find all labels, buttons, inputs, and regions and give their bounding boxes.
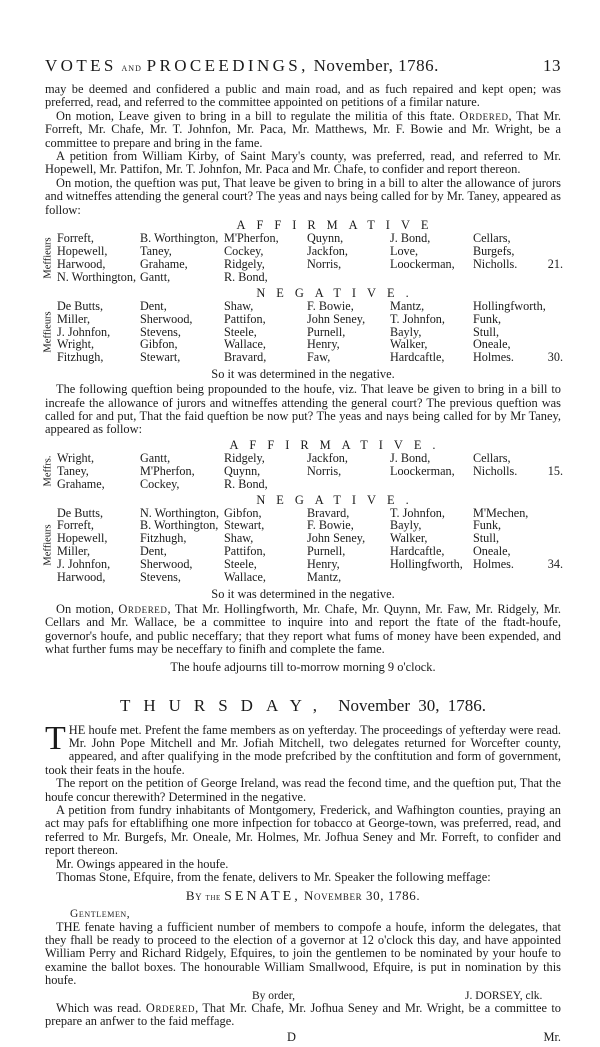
member-name: Sherwood,: [140, 557, 193, 572]
member-name: M'Pherfon,: [140, 463, 195, 478]
member-name: Shaw,: [224, 531, 254, 546]
member-name: Wright,: [57, 337, 95, 352]
paragraph-text: The following queftion being propounded to the houfe, viz. That leave be given to bring in a bill to increafe the allowance of jurors and witneffes attending the general court? The previous queftion was called for and put, That the faid queftion be now put? The yeas and nays being called for by Mr Taney, appeared as follow:: [45, 382, 561, 437]
member-name: Love,: [390, 243, 419, 258]
salutation: Gentlemen,: [70, 907, 131, 920]
negative-heading: NEGATIVE.: [256, 285, 420, 300]
member-name: Harwood,: [57, 570, 106, 585]
member-name: Purnell,: [307, 544, 346, 559]
member-name: J. Bond,: [390, 450, 431, 465]
affirmative-votes-table: [42, 231, 563, 284]
member-name: Norris,: [307, 256, 342, 271]
member-name: Bayly,: [390, 324, 422, 339]
member-name: [307, 271, 390, 284]
member-name: J. Johnfon,: [57, 557, 111, 572]
messieurs-label: Meffieurs: [42, 237, 54, 279]
member-name: Holmes.: [473, 350, 514, 365]
negative-heading: NEGATIVE.: [256, 492, 420, 507]
member-name: T. Johnfon,: [390, 505, 445, 520]
member-name: Stull,: [473, 324, 500, 339]
senate-heading: [45, 888, 561, 905]
member-name: Cellars,: [473, 450, 511, 465]
member-name: J. Johnfon,: [57, 324, 111, 339]
vote-row: [57, 271, 561, 284]
vote-count: [543, 478, 563, 491]
member-name: J. Bond,: [390, 231, 431, 246]
member-name: Norris,: [307, 463, 342, 478]
member-name: Burgefs,: [473, 243, 515, 258]
paragraph-text: On motion, Leave given to bring in a bill to regulate the militia of this ftate.: [56, 108, 460, 123]
member-name: Walker,: [390, 337, 428, 352]
member-name: Miller,: [57, 544, 91, 559]
member-name: R. Bond,: [224, 476, 268, 491]
vote-row: [57, 258, 561, 271]
paragraph: [45, 804, 561, 858]
member-name: [473, 571, 543, 584]
vote-result: So it was determined in the negative.: [211, 587, 395, 601]
paragraph-text: may be deemed and confidered a public and main road, and as fuch repaired and kept open; was preferred, read, and referred to the committee appointed on petitions of a fimilar nature.: [45, 82, 561, 110]
member-name: Loockerman,: [390, 256, 455, 271]
paragraph: [45, 777, 561, 804]
page-footer: [45, 1030, 561, 1045]
member-name: Purnell,: [307, 324, 346, 339]
vote-row: [57, 300, 561, 313]
messieurs-label: Meffieurs: [42, 524, 54, 566]
member-name: Cockey,: [224, 243, 264, 258]
vote-row: [57, 465, 561, 478]
vote-count: 21.: [547, 256, 563, 271]
member-name: Steele,: [224, 324, 257, 339]
member-name: [390, 271, 473, 284]
negative-votes-table: [42, 505, 563, 585]
thursday-paragraphs: [45, 777, 561, 884]
member-name: Quynn,: [224, 463, 261, 478]
clerk-signature: J. DORSEY, clk.: [464, 989, 543, 1002]
document-page: [42, 56, 563, 1045]
vote-count: [543, 326, 563, 339]
member-name: Hollingfworth,: [473, 298, 546, 313]
member-name: [390, 478, 473, 491]
messieurs-label: Meffieurs: [42, 311, 54, 353]
by-order: By order,: [252, 989, 295, 1002]
header-date: November, 1786.: [313, 56, 439, 75]
closing-paragraph: [45, 1002, 561, 1029]
member-name: [473, 478, 543, 491]
vote-row: [57, 245, 561, 258]
member-name: Hardcaftle,: [390, 544, 445, 559]
member-name: Hardcaftle,: [390, 350, 445, 365]
running-header: [45, 56, 561, 76]
day-heading: [45, 696, 561, 716]
paragraph: [45, 921, 561, 988]
paragraph-text: , That Mr. Forreft, Mr. Chafe, Mr. T. Johnfon, Mr. Paca, Mr. Matthews, Mr. F. Bowie and Mr. Wright, be a committee to prepare and bring in the fame.: [45, 108, 561, 150]
member-name: [307, 478, 390, 491]
member-name: Dent,: [140, 544, 167, 559]
member-name: Wallace,: [224, 570, 266, 585]
member-name: N. Worthington,: [140, 505, 220, 520]
member-name: Bayly,: [390, 518, 422, 533]
member-name: N. Worthington,: [57, 269, 137, 284]
member-name: Forreft,: [57, 518, 94, 533]
paragraph-text: , That Mr. Hollingfworth, Mr. Chafe, Mr. Quynn, Mr. Faw, Mr. Ridgely, Mr. Cellars and Mr. Wallace, be a committee to inquire into and report the ftate of the ftadt-houfe, governor's houfe, and public neceffary; that they report what fums of money have been expended, and what further fums may be neceffary to finifh and complete the fame.: [45, 602, 561, 657]
member-name: B. Worthington,: [140, 518, 219, 533]
vote-record-2: [42, 437, 563, 601]
member-name: Gantt,: [140, 269, 171, 284]
member-name: Loockerman,: [390, 463, 455, 478]
member-name: De Butts,: [57, 505, 104, 520]
paragraph-text: Mr. Owings appeared in the houfe.: [56, 856, 229, 871]
member-name: Forreft,: [57, 231, 94, 246]
paragraph-text: On motion, the queftion was put, That leave be given to bring in a bill to alter the allowance of jurors and witneffes attending the general court? The yeas and nays being called for by Mr. Taney, appeared as follow:: [45, 175, 561, 217]
member-name: Cellars,: [473, 231, 511, 246]
member-name: Henry,: [307, 337, 340, 352]
ordered-keyword: Ordered: [118, 602, 168, 616]
header-proceedings: PROCEEDINGS,: [146, 56, 309, 75]
thursday-opening: [45, 719, 561, 778]
paragraph-text: Which was read.: [56, 1000, 146, 1015]
member-name: Taney,: [140, 243, 172, 258]
paragraph-text: Thomas Stone, Efquire, from the fenate, delivers to Mr. Speaker the following meffage:: [56, 870, 491, 885]
member-name: F. Bowie,: [307, 518, 354, 533]
member-name: Nicholls.: [473, 256, 518, 271]
vote-record-1: [42, 218, 563, 382]
vote-count: [543, 245, 563, 258]
member-name: M'Mechen,: [473, 505, 529, 520]
affirmative-heading: AFFIRMATIVE.: [229, 437, 447, 452]
member-name: T. Johnfon,: [390, 311, 445, 326]
member-name: Stewart,: [224, 518, 265, 533]
paragraph: [45, 1002, 561, 1029]
member-name: Holmes.: [473, 557, 514, 572]
catchword: Mr.: [543, 1030, 561, 1045]
vote-result: So it was determined in the negative.: [211, 367, 395, 382]
member-name: Gibfon,: [140, 337, 178, 352]
member-name: M'Pherfon,: [224, 231, 279, 246]
vote-count: [543, 232, 563, 245]
paragraph: [45, 603, 561, 657]
vote-count: [543, 507, 563, 520]
member-name: Nicholls.: [473, 463, 518, 478]
member-name: Jackfon,: [307, 243, 348, 258]
vote-count: [543, 452, 563, 465]
ordered-paragraph: [45, 603, 561, 657]
ordered-keyword: Ordered: [459, 108, 509, 123]
member-name: Walker,: [390, 531, 428, 546]
drop-cap: T: [45, 719, 66, 757]
member-name: Oneale,: [473, 544, 511, 559]
member-name: Wright,: [57, 450, 95, 465]
affirmative-votes-table: [42, 450, 563, 491]
mid-paragraph: [45, 383, 561, 437]
ordered-keyword: Ordered: [145, 1000, 196, 1015]
negative-votes-table: [42, 298, 563, 365]
member-name: De Butts,: [57, 298, 104, 313]
paragraph-text: A petition from William Kirby, of Saint Mary's county, was preferred, read, and referred to Mr. Hopewell, Mr. Pattifon, Mr. T. Johnfon, Mr. Paca and Mr. Chafe, to confider and report thereon.: [45, 149, 561, 177]
vote-count: [543, 271, 563, 284]
member-name: Ridgely,: [224, 256, 265, 271]
vote-count: 30.: [547, 350, 563, 365]
member-name: John Seney,: [307, 311, 366, 326]
member-name: Mantz,: [307, 570, 342, 585]
member-name: Henry,: [307, 557, 340, 572]
member-name: Taney,: [57, 463, 89, 478]
member-name: Funk,: [473, 518, 502, 533]
opening-text: HE houfe met. Prefent the fame members as on yefterday. The proceedings of yefterday were read. Mr. John Pope Mitchell and Mr. Jofiah Mitchell, two delegates returned for Worcefter county, appeared, and after qualifying in the mode prefcribed by the conftitution and form of government, took their feats in the houfe.: [45, 722, 561, 777]
member-name: Grahame,: [140, 256, 188, 271]
header-and: and: [121, 62, 142, 74]
header-votes: VOTES: [45, 56, 117, 75]
paragraph-text: The report on the petition of George Ireland, was read the fecond time, and the queftion put, That the houfe concur therewith? Determined in the negative.: [45, 776, 561, 804]
vote-count: [543, 300, 563, 313]
vote-row: [57, 571, 561, 584]
signature-mark: D: [287, 1030, 296, 1045]
member-name: Dent,: [140, 298, 167, 313]
member-name: Cockey,: [140, 476, 180, 491]
paragraph-text: A petition from fundry inhabitants of Montgomery, Frederick, and Wafhington counties, praying an act may pafs for eftablifhing one more infpection for tobacco at George-town, was preferred, read, and referred to Mr. Burgefs, Mr. Oneale, Mr. Holmes, Mr. Jofhua Seney and Mr. Forreft, to confider and report thereon.: [45, 803, 561, 858]
senate-by: By: [185, 887, 203, 903]
member-name: Shaw,: [224, 298, 254, 313]
member-name: R. Bond,: [224, 269, 268, 284]
member-name: Grahame,: [57, 476, 105, 491]
member-name: Wallace,: [224, 337, 266, 352]
day-name: THURSDAY,: [119, 695, 331, 715]
member-name: Stevens,: [140, 570, 181, 585]
member-name: Quynn,: [307, 231, 344, 246]
member-name: Hopewell,: [57, 531, 108, 546]
member-name: Pattifon,: [224, 311, 266, 326]
paragraph-text: , That Mr. Chafe, Mr. Jofhua Seney and Mr. Wright, be a committee to prepare an anfwer to the faid meffage.: [45, 1000, 561, 1028]
member-name: Steele,: [224, 557, 257, 572]
member-name: Fitzhugh,: [140, 531, 187, 546]
member-name: Gantt,: [140, 450, 171, 465]
paragraph-text: On motion,: [56, 602, 119, 616]
member-name: Stewart,: [140, 350, 181, 365]
member-name: B. Worthington,: [140, 231, 219, 246]
affirmative-heading: AFFIRMATIVE: [236, 218, 440, 233]
paragraph: [45, 177, 561, 217]
member-name: Bravard,: [224, 350, 267, 365]
vote-row: [57, 351, 561, 364]
member-name: Mantz,: [390, 298, 425, 313]
vote-count: [543, 532, 563, 545]
member-name: Sherwood,: [140, 311, 193, 326]
vote-count: [543, 571, 563, 584]
member-name: [390, 571, 473, 584]
vote-count: 15.: [547, 463, 563, 478]
paragraph-text: THE fenate having a fufficient number of members to compofe a houfe, inform the delegates, that they fhall be ready to proceed to the election of a governor at 12 o'clock this day, and have appointed William Perry and Richard Ridgely, Efquires, to join the gentlemen to be nominated by your houfe to examine the ballot boxes. The honourable William Smallwood, Efquire, is put in nomination by this houfe.: [45, 919, 561, 988]
day-date: November 30, 1786.: [338, 695, 487, 715]
vote-row: [57, 452, 561, 465]
member-name: Harwood,: [57, 256, 106, 271]
messieurs-label: Meffrs.: [42, 455, 54, 487]
vote-count: [543, 519, 563, 532]
member-name: John Seney,: [307, 531, 366, 546]
paragraph: [45, 83, 561, 110]
member-name: Stevens,: [140, 324, 181, 339]
member-name: [473, 271, 543, 284]
vote-row: [57, 478, 561, 491]
vote-count: 34.: [547, 557, 563, 572]
member-name: Ridgely,: [224, 450, 265, 465]
senate-word: SENATE,: [224, 888, 301, 904]
member-name: Funk,: [473, 311, 502, 326]
senate-the: the: [205, 891, 221, 903]
adjournment: The houfe adjourns till to-morrow morning 9 o'clock.: [170, 659, 436, 674]
top-paragraphs: [45, 83, 561, 217]
member-name: Gibfon,: [224, 505, 262, 520]
member-name: Jackfon,: [307, 450, 348, 465]
member-name: F. Bowie,: [307, 298, 354, 313]
vote-row: [57, 313, 561, 326]
senate-message: [45, 921, 561, 988]
vote-count: [543, 313, 563, 326]
member-name: Bravard,: [307, 505, 350, 520]
member-name: Pattifon,: [224, 544, 266, 559]
paragraph: [45, 150, 561, 177]
senate-date: November 30, 1786.: [303, 887, 421, 903]
page-number: 13: [543, 56, 561, 75]
member-name: Oneale,: [473, 337, 511, 352]
header-title: [45, 56, 439, 76]
member-name: Stull,: [473, 531, 500, 546]
paragraph: [45, 871, 561, 884]
member-name: Hollingfworth,: [390, 557, 463, 572]
paragraph: [45, 858, 561, 871]
paragraph: [45, 110, 561, 150]
paragraph: [45, 383, 561, 437]
member-name: Faw,: [307, 350, 331, 365]
member-name: Miller,: [57, 311, 91, 326]
member-name: Hopewell,: [57, 243, 108, 258]
member-name: Fitzhugh,: [57, 350, 104, 365]
